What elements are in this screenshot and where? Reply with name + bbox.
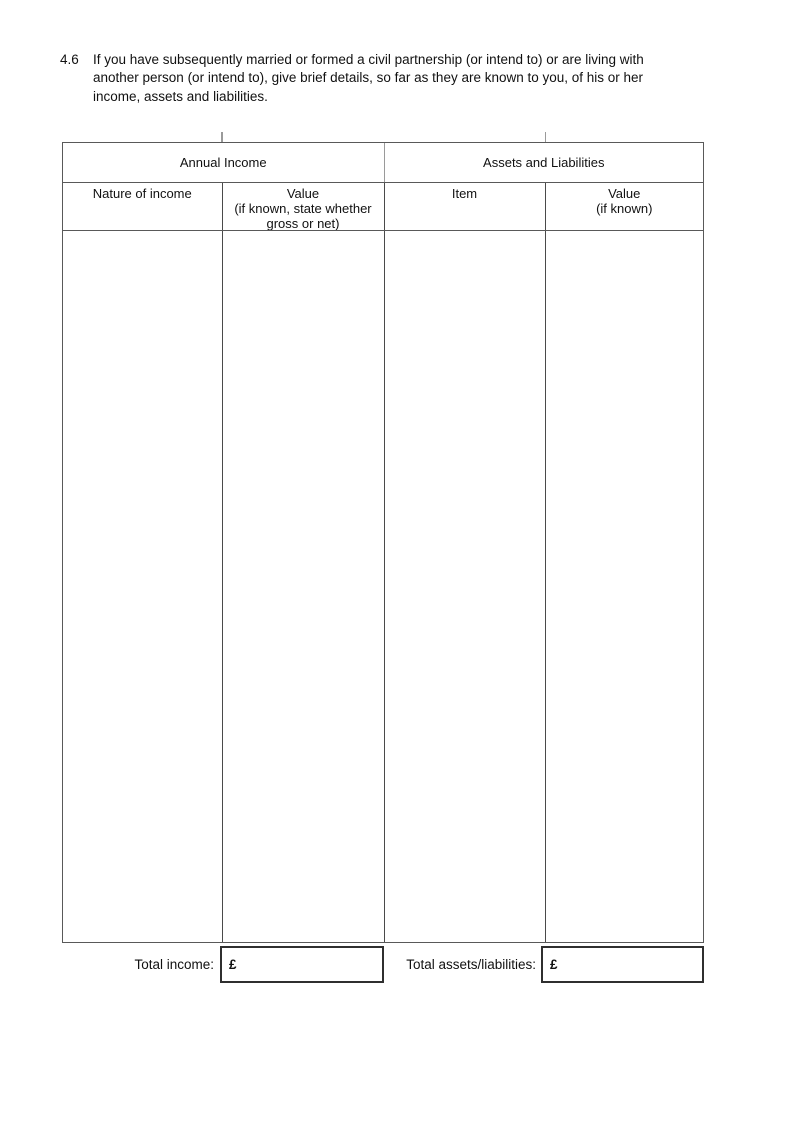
column-header-assets-value-line-1: Value — [608, 185, 641, 201]
column-header-assets-value-line-2: (if known) — [596, 200, 653, 216]
group-header-row — [63, 143, 703, 182]
total-assets-liabilities-box[interactable] — [541, 946, 704, 983]
column-header-assets-value — [545, 183, 704, 230]
pound-sign: £ — [229, 957, 237, 972]
column-header-item — [384, 183, 545, 230]
column-header-income-value — [222, 183, 384, 230]
column-header-income-value-line-2: (if known, state whether — [234, 200, 372, 216]
income-nature-entry-cell[interactable] — [63, 231, 222, 943]
item-entry-cell[interactable] — [384, 231, 545, 943]
pound-sign: £ — [550, 957, 558, 972]
group-header-assets-liabilities — [384, 143, 704, 182]
table-top-tick-left — [221, 132, 223, 142]
group-header-annual-income-label: Annual Income — [179, 154, 267, 170]
section-text-line-1: If you have subsequently married or formed a civil partnership (or intend to) or are living with — [93, 52, 644, 67]
column-header-income-value-line-1: Value — [286, 185, 320, 201]
income-assets-table — [62, 142, 704, 943]
table-top-tick-right — [545, 132, 547, 142]
section-number: 4.6 — [60, 52, 79, 67]
total-income-box[interactable] — [220, 946, 384, 983]
income-value-entry-cell[interactable] — [222, 231, 384, 943]
column-header-row — [63, 182, 703, 230]
group-header-assets-liabilities-label: Assets and Liabilities — [483, 154, 605, 170]
column-header-income-value-line-3: gross or net) — [266, 215, 340, 231]
total-assets-liabilities-label: Total assets/liabilities: — [406, 957, 536, 972]
column-header-nature-of-income-label: Nature of income — [92, 185, 192, 201]
column-header-item-label: Item — [451, 185, 478, 201]
column-header-nature-of-income — [63, 183, 222, 230]
group-header-annual-income — [63, 143, 384, 182]
total-income-label: Total income: — [134, 957, 214, 972]
section-text — [93, 51, 800, 106]
table-body-row — [63, 230, 703, 943]
section-4-6 — [60, 51, 800, 106]
section-text-line-3: income, assets and liabilities. — [93, 88, 268, 104]
section-text-line-2: another person (or intend to), give brief details, so far as they are known to you, of his or her — [93, 70, 644, 86]
assets-value-entry-cell[interactable] — [545, 231, 704, 943]
